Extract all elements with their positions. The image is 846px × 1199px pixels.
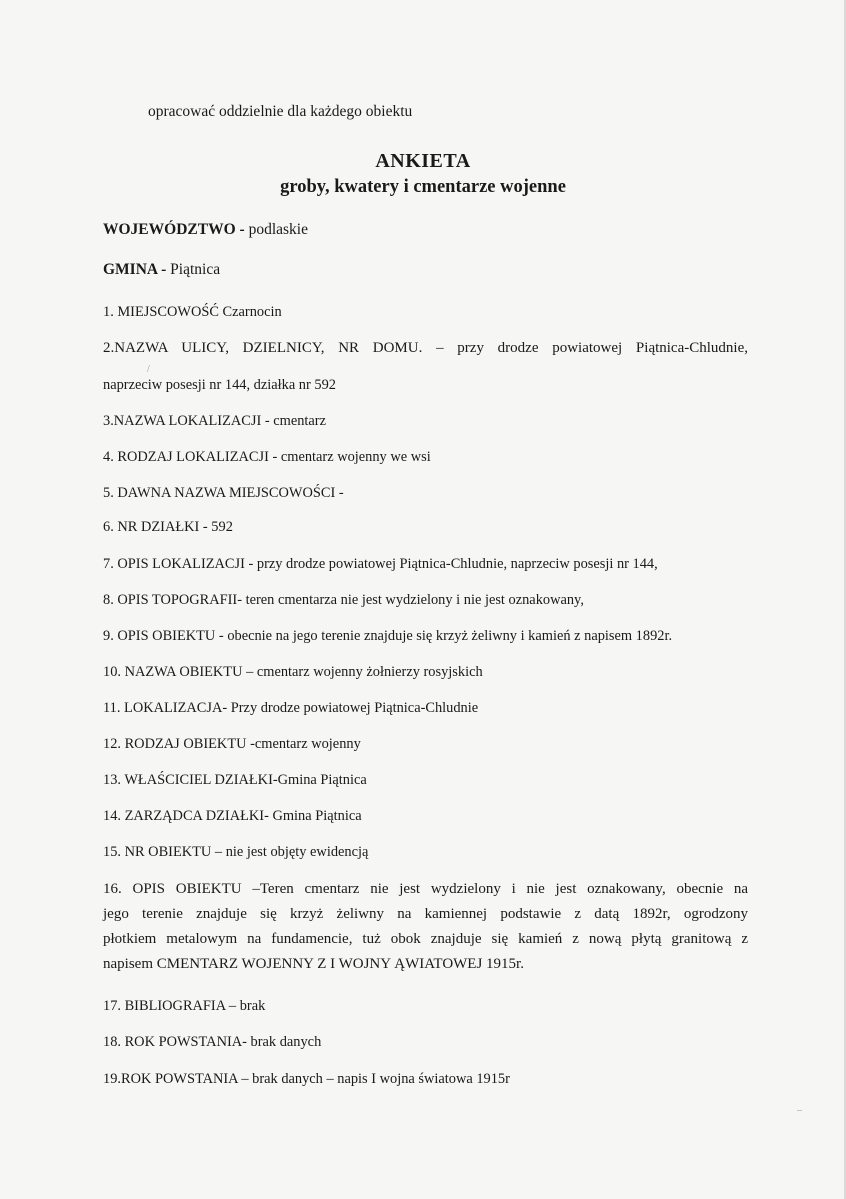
item-18: 18. ROK POWSTANIA- brak danych: [103, 1034, 322, 1050]
item-2-line-1: 2.NAZWA ULICY, DZIELNICY, NR DOMU. – przy drodze powiatowej Piątnica-Chludnie,: [103, 340, 748, 356]
header-note: opracować oddzielnie dla każdego obiektu: [148, 103, 413, 120]
pen-mark: ‒: [797, 1105, 802, 1116]
field-wojewodztwo: [103, 221, 308, 239]
item-15: 15. NR OBIEKTU – nie jest objęty ewidencją: [103, 844, 369, 860]
item-16-line-2: jego terenie znajduje się krzyż żeliwny na kamiennej podstawie z datą 1892r, ogrodzony: [103, 906, 748, 922]
field-wojewodztwo-sep: -: [235, 221, 249, 238]
item-17: 17. BIBLIOGRAFIA – brak: [103, 998, 266, 1014]
item-14: 14. ZARZĄDCA DZIAŁKI- Gmina Piątnica: [103, 808, 362, 824]
item-9: 9. OPIS OBIEKTU - obecnie na jego terenie znajduje się krzyż żeliwny i kamień z napisem 1892r.: [103, 628, 673, 644]
item-5: 5. DAWNA NAZWA MIEJSCOWOŚCI -: [103, 485, 344, 501]
item-10: 10. NAZWA OBIEKTU – cmentarz wojenny żołnierzy rosyjskich: [103, 664, 483, 680]
item-13: 13. WŁAŚCICIEL DZIAŁKI-Gmina Piątnica: [103, 772, 367, 788]
field-wojewodztwo-label: WOJEWÓDZTWO: [103, 221, 236, 238]
item-12: 12. RODZAJ OBIEKTU -cmentarz wojenny: [103, 736, 361, 752]
item-19: 19.ROK POWSTANIA – brak danych – napis I wojna światowa 1915r: [103, 1071, 510, 1087]
item-16-paragraph: [103, 877, 748, 977]
item-6: 6. NR DZIAŁKI - 592: [103, 519, 233, 535]
field-wojewodztwo-value: podlaskie: [248, 221, 308, 238]
document-subtitle: groby, kwatery i cmentarze wojenne: [280, 177, 566, 197]
item-3: 3.NAZWA LOKALIZACJI - cmentarz: [103, 413, 326, 429]
pen-mark: /: [147, 364, 150, 375]
field-gmina-value: Piątnica: [170, 261, 221, 278]
item-16-line-3: płotkiem metalowym na fundamencie, tuż obok znajduje się kamień z nową płytą granitową z: [103, 931, 748, 947]
item-16-line-1: 16. OPIS OBIEKTU –Teren cmentarz nie jest wydzielony i nie jest oznakowany, obecnie na: [103, 881, 748, 897]
item-7: 7. OPIS LOKALIZACJI - przy drodze powiatowej Piątnica-Chludnie, naprzeciw posesji nr 144,: [103, 556, 658, 572]
document-title: ANKIETA: [375, 150, 471, 172]
item-8: 8. OPIS TOPOGRAFII- teren cmentarza nie jest wydzielony i nie jest oznakowany,: [103, 592, 584, 608]
item-2-line-2: naprzeciw posesji nr 144, działka nr 592: [103, 377, 336, 393]
field-gmina: [103, 261, 220, 279]
field-gmina-sep: -: [157, 261, 171, 278]
item-4: 4. RODZAJ LOKALIZACJI - cmentarz wojenny we wsi: [103, 449, 431, 465]
field-gmina-label: GMINA: [103, 261, 158, 278]
item-1: 1. MIEJSCOWOŚĆ Czarnocin: [103, 304, 282, 320]
item-16-line-4: napisem CMENTARZ WOJENNY Z I WOJNY ĄWIATOWEJ 1915r.: [103, 956, 524, 972]
item-11: 11. LOKALIZACJA- Przy drodze powiatowej Piątnica-Chludnie: [103, 700, 479, 716]
